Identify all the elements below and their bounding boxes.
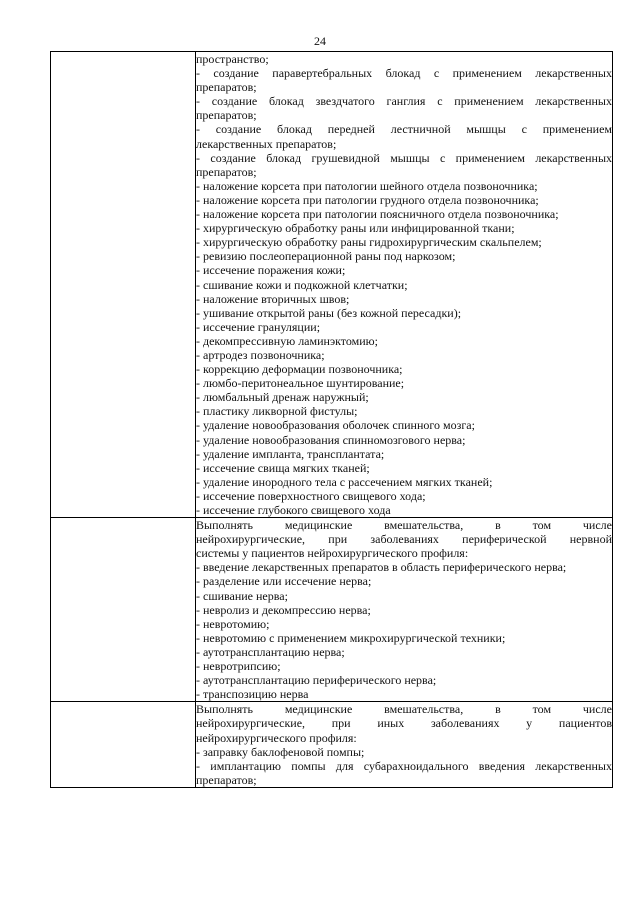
- text-line: - имплантацию помпы для субарахноидального введения лекарственных: [196, 758, 612, 773]
- text-line: - невротомию с применением микрохирургической техники;: [196, 630, 506, 645]
- right-cell: [196, 702, 613, 788]
- text-line: - создание блокад грушевидной мышцы с применением лекарственных: [196, 150, 612, 165]
- text-line: - люмбо-перитонеальное шунтирование;: [196, 376, 405, 391]
- text-line: - ревизию послеоперационной раны под наркозом;: [196, 249, 456, 264]
- text-line: - невротрипсию;: [196, 659, 281, 674]
- text-line: - иссечение грануляции;: [196, 319, 321, 334]
- text-line: - иссечение свища мягких тканей;: [196, 460, 370, 475]
- text-line: Выполнять медицинские вмешательства, в том числе: [196, 702, 612, 717]
- text-line: - удаление новообразования оболочек спинного мозга;: [196, 418, 475, 433]
- text-line: - сшивание нерва;: [196, 588, 288, 603]
- text-line: - декомпрессивную ламинэктомию;: [196, 333, 378, 348]
- text-line: препаратов;: [196, 108, 257, 123]
- text-line: - создание паравертебральных блокад с применением лекарственных: [196, 66, 612, 81]
- text-line: - аутотрансплантацию периферического нерва;: [196, 673, 437, 688]
- text-line: - невролиз и декомпрессию нерва;: [196, 602, 371, 617]
- text-line: - пластику ликворной фистулы;: [196, 404, 358, 419]
- text-line: нейрохирургические, при заболеваниях периферической нервной: [196, 532, 612, 547]
- text-line: - удаление новообразования спинномозгового нерва;: [196, 432, 466, 447]
- text-line: - удаление импланта, трансплантата;: [196, 446, 385, 461]
- text-line: - наложение корсета при патологии грудного отдела позвоночника;: [196, 192, 539, 207]
- right-cell: [196, 518, 613, 702]
- text-line: - транспозицию нерва: [196, 687, 309, 702]
- text-line: - иссечение поражения кожи;: [196, 263, 346, 278]
- text-line: - удаление инородного тела с рассечением мягких тканей;: [196, 474, 493, 489]
- table-row: [51, 518, 613, 702]
- text-line: пространство;: [196, 52, 269, 66]
- text-line: - люмбальный дренаж наружный;: [196, 390, 369, 405]
- text-line: системы у пациентов нейрохирургического профиля:: [196, 546, 469, 561]
- text-line: - заправку баклофеновой помпы;: [196, 744, 365, 759]
- text-line: препаратов;: [196, 164, 257, 179]
- table-row: [51, 702, 613, 788]
- left-cell: [51, 52, 196, 518]
- text-line: - иссечение глубокого свищевого хода: [196, 503, 391, 517]
- text-line: - коррекцию деформации позвоночника;: [196, 362, 403, 377]
- right-cell: [196, 52, 613, 518]
- text-line: - создание блокад передней лестничной мышцы с применением: [196, 122, 612, 137]
- competency-table: [50, 51, 613, 788]
- text-line: - иссечение поверхностного свищевого хода;: [196, 488, 426, 503]
- text-line: Выполнять медицинские вмешательства, в том числе: [196, 518, 612, 533]
- left-cell: [51, 702, 196, 788]
- text-line: - разделение или иссечение нерва;: [196, 574, 372, 589]
- text-line: - хирургическую обработку раны гидрохирургическим скальпелем;: [196, 235, 542, 250]
- text-line: - наложение вторичных швов;: [196, 291, 350, 306]
- text-line: нейрохирургические, при иных заболеваниях у пациентов: [196, 716, 612, 731]
- page-number: 24: [314, 34, 326, 48]
- left-cell: [51, 518, 196, 702]
- text-line: - артродез позвоночника;: [196, 347, 325, 362]
- text-line: - создание блокад звездчатого ганглия с применением лекарственных: [196, 94, 612, 109]
- text-line: препаратов;: [196, 772, 257, 787]
- text-line: лекарственных препаратов;: [196, 136, 337, 151]
- text-line: - хирургическую обработку раны или инфицированной ткани;: [196, 221, 515, 236]
- text-line: - аутотрансплантацию нерва;: [196, 644, 345, 659]
- table-row: [51, 52, 613, 518]
- text-line: - наложение корсета при патологии поясничного отдела позвоночника;: [196, 207, 559, 222]
- text-line: нейрохирургического профиля:: [196, 730, 357, 745]
- text-line: - введение лекарственных препаратов в область периферического нерва;: [196, 560, 567, 575]
- text-line: - невротомию;: [196, 616, 270, 631]
- text-line: - сшивание кожи и подкожной клетчатки;: [196, 277, 408, 292]
- text-line: - ушивание открытой раны (без кожной пересадки);: [196, 305, 462, 320]
- text-line: препаратов;: [196, 80, 257, 95]
- text-line: - наложение корсета при патологии шейного отдела позвоночника;: [196, 178, 538, 193]
